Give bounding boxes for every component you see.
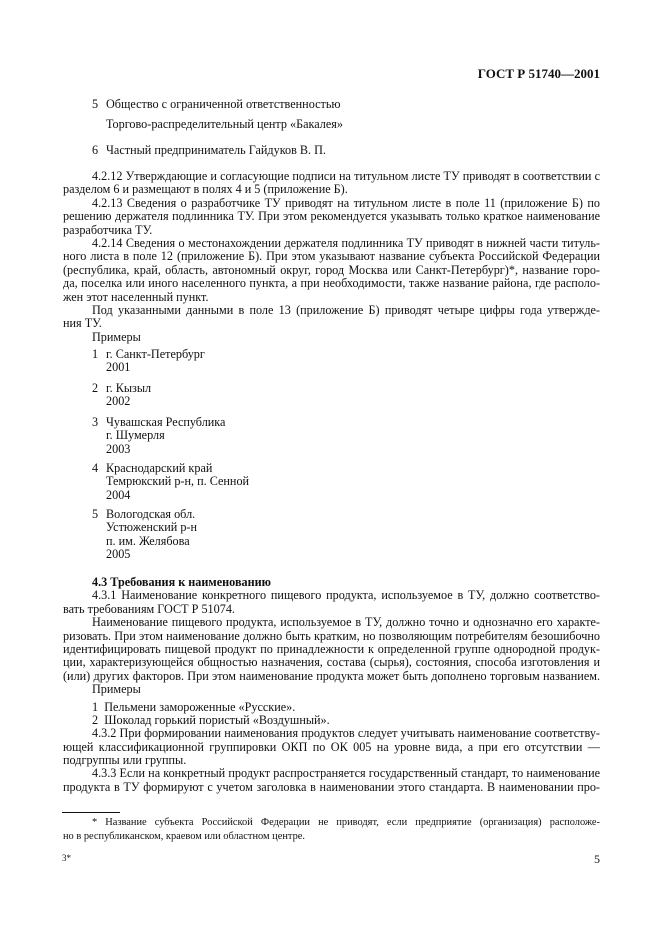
text-line: 4.2.14 Сведения о местонахождении держателя подлинника ТУ приводят в нижней части титуль-: [92, 236, 600, 250]
text-line: 2005: [106, 547, 131, 562]
paragraph-4-3-2: [63, 727, 600, 767]
list-number: 3: [92, 415, 99, 429]
example-text: [106, 462, 249, 502]
text-line: 4.3.2 При формировании наименования продуктов следует учитывать наименование соответству-: [92, 727, 600, 741]
list-item-text: [106, 144, 326, 157]
text-line: вать требованиям ГОСТ Р 51074.: [63, 601, 235, 616]
paragraph-4-2-12: [63, 170, 600, 197]
list-number: 5: [92, 97, 99, 111]
list-number: 4: [92, 461, 99, 475]
paragraph-4-2-14: [63, 237, 600, 304]
text-line: но в республиканском, краевом или областном центре.: [63, 831, 305, 842]
example-text: Шоколад горький пористый «Воздушный».: [104, 712, 330, 727]
text-line: 4.2.13 Сведения о разработчике ТУ приводят на титульном листе в поле 11 (приложение Б) по: [92, 196, 600, 210]
page-number: 5: [594, 852, 600, 866]
example-text: Пельмени замороженные «Русские».: [104, 699, 296, 714]
text-line: 2001: [106, 360, 131, 375]
text-line: 2003: [106, 441, 131, 456]
list-item-text: [106, 98, 343, 131]
text-line: да, поселка или иного населенного пункта, а при необходимости, также название района, где располо-: [63, 277, 600, 291]
paragraph-4-2-13: [63, 197, 600, 237]
text-line: Краснодарский край: [106, 461, 213, 475]
text-line: Примеры: [92, 682, 141, 697]
example-text: [106, 382, 151, 409]
example-1: [63, 701, 600, 714]
example-2: [63, 714, 600, 727]
text-line: (или) других факторов. При этом наименование продукта может быть дополнено торговым названием.: [63, 669, 600, 683]
examples-label: [63, 331, 600, 344]
text-line: Общество с ограниченной ответственностью: [106, 97, 341, 111]
text-line: ного листа в поле 12 (приложение Б). При этом указывают название субъекта Российской Федерации: [63, 250, 600, 264]
paragraph-naming: [63, 616, 600, 683]
text-line: ющей классификационной группировки ОКП по ОК 005 на уровне вида, а при его отсутствии —: [63, 740, 600, 754]
paragraph-4-3-3: [63, 767, 600, 794]
text-line: * Название субъекта Российской Федерации не приводят, если предприятие (организация) расположе-: [92, 817, 600, 828]
text-line: подгруппы или группы.: [63, 753, 187, 768]
text-line: 4.3.1 Наименование конкретного пищевого продукта, используемое в ТУ, должно соответство-: [92, 589, 600, 603]
list-number: 1: [92, 699, 99, 714]
text-line: решению держателя подлинника ТУ. При этом рекомендуется указывать только краткое наименование: [63, 210, 600, 224]
text-line: продукта в ТУ формируют с учетом заголовка в наименовании этого стандарта. В наименовании про-: [63, 780, 600, 794]
text-line: разделом 6 и размещают в полях 4 и 5 (приложение Б).: [63, 182, 348, 197]
list-number: 6: [92, 143, 99, 157]
section-4-3: [63, 576, 600, 794]
text-line: Вологодская обл.: [106, 507, 196, 521]
text-line: 4.3.3 Если на конкретный продукт распространяется государственный стандарт, то наименование: [92, 767, 600, 781]
text-line: г. Шумерля: [106, 428, 165, 443]
footnote-divider: [62, 812, 120, 813]
text-line: ния ТУ.: [63, 316, 102, 331]
text-line: 2004: [106, 487, 131, 502]
list-number: 5: [92, 507, 99, 521]
list-number: 2: [92, 712, 99, 727]
text-line: жен этот населенный пункт.: [63, 289, 209, 304]
text-line: г. Санкт-Петербург: [106, 347, 205, 361]
text-line: (республика, край, область, автономный округ, город Москва или Санкт-Петербург)*, название горо-: [63, 263, 600, 277]
text-line: разработчика ТУ.: [63, 222, 153, 237]
text-line: 4.2.12 Утверждающие и согласующие подписи на титульном листе ТУ приводят в соответствии с: [92, 170, 600, 183]
text-line: Примеры: [92, 329, 141, 344]
text-line: 2002: [106, 394, 131, 409]
text-line: Торгово-распределительный центр «Бакалея»: [106, 116, 343, 131]
text-line: идентифицировать пищевой продукт по принадлежности к определенной группе однородной продук-: [63, 642, 600, 656]
text-line: Наименование пищевого продукта, используемое в ТУ, должно точно и однозначно его характе-: [92, 616, 600, 630]
section-4-2: [63, 170, 600, 344]
text-line: г. Кызыл: [106, 381, 152, 395]
text-line: Устюженский р-н: [106, 520, 197, 535]
example-text: [106, 348, 205, 375]
text-line: Темрюкский р-н, п. Сенной: [106, 474, 250, 489]
text-line: ции, характеризующейся общностью назначения, состава (сырья), состояния, способа изготовления и: [63, 656, 600, 670]
sheet-mark: 3*: [62, 853, 71, 863]
example-text: [106, 416, 225, 456]
list-number: 1: [92, 347, 99, 361]
example-text: [106, 508, 197, 562]
footnote: [63, 816, 600, 844]
text-line: Чувашская Республика: [106, 415, 226, 429]
text-line: Частный предприниматель Гайдуков В. П.: [106, 143, 326, 157]
list-number: 2: [92, 381, 99, 395]
paragraph-year: [63, 304, 600, 331]
text-line: ризовать. При этом наименование должно быть кратким, но позволяющим потребителям безошибочно: [63, 629, 600, 643]
examples-label: [63, 683, 600, 696]
text-line: Под указанными данными в поле 13 (приложение Б) приводят четыре цифры года утвержде-: [92, 303, 600, 317]
document-designation: ГОСТ Р 51740—2001: [477, 66, 600, 81]
paragraph-4-3-1: [63, 589, 600, 616]
text-line: п. им. Желябова: [106, 533, 190, 548]
section-heading: 4.3 Требования к наименованию: [92, 575, 271, 589]
